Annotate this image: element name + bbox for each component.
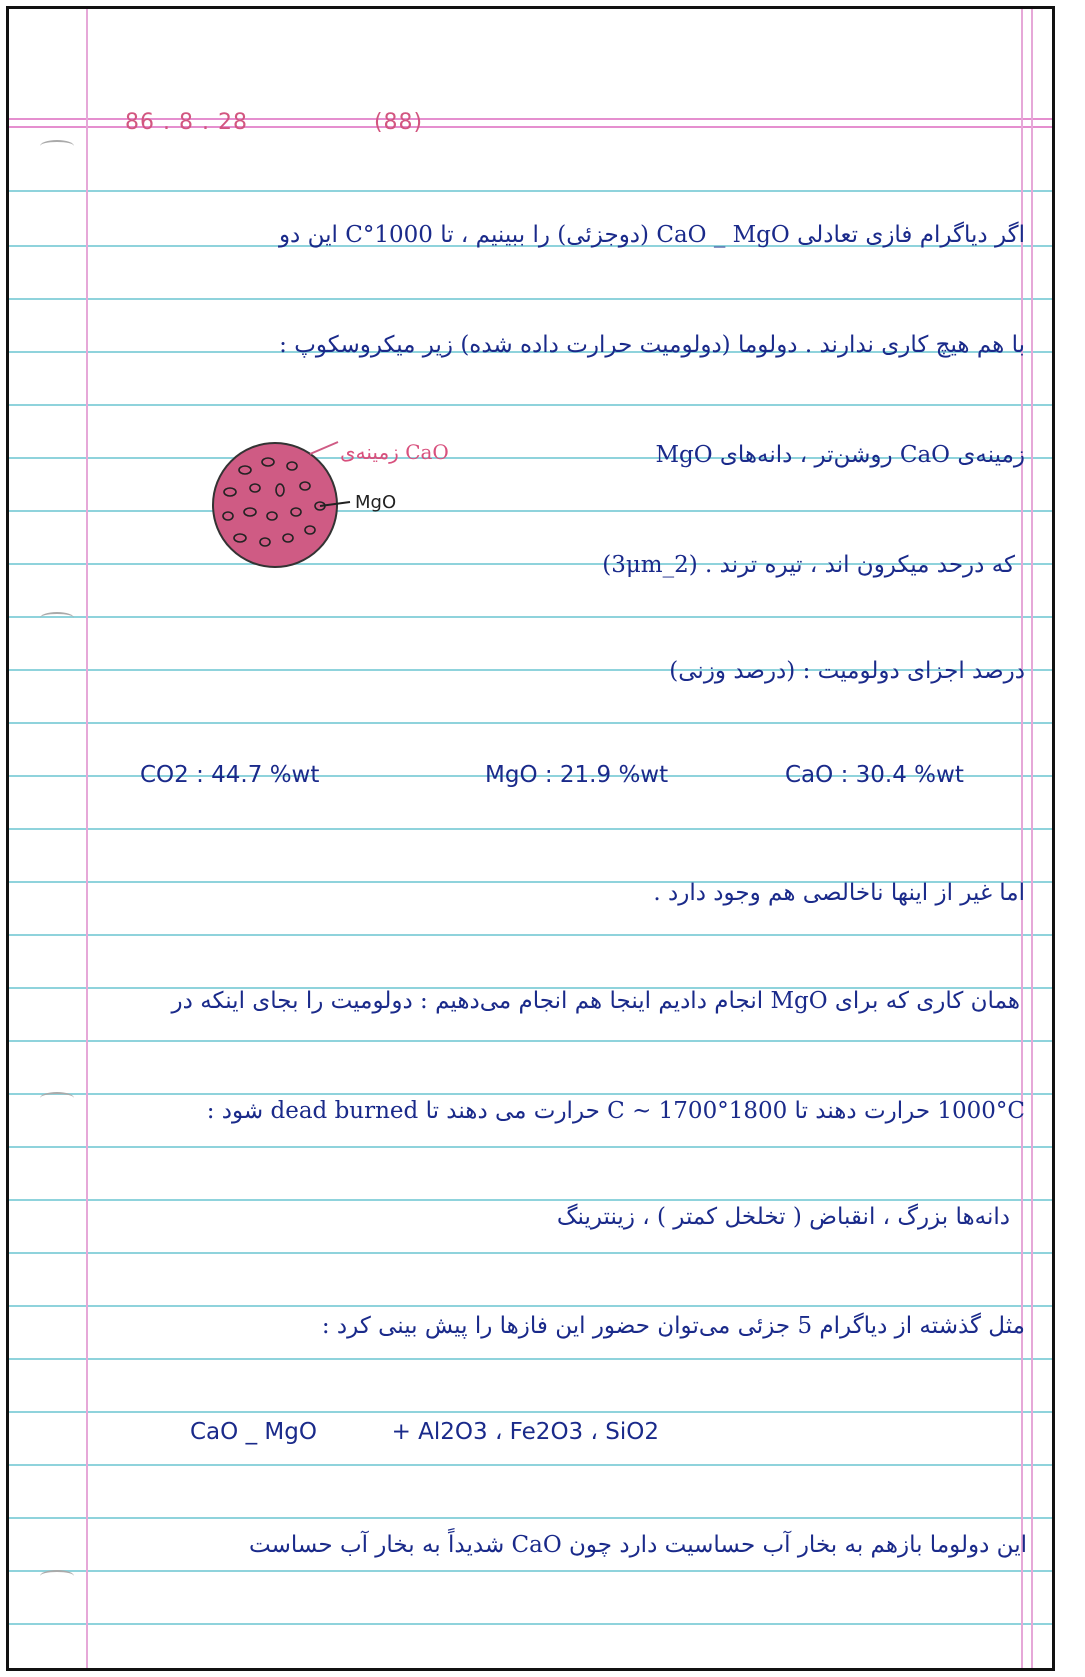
page-header [125, 110, 423, 135]
cao-pointer-line [310, 442, 338, 454]
formula-base: CaO _ MgO [190, 1419, 317, 1445]
margin-mark [40, 612, 74, 624]
composition-mgo: MgO : 21.9 %wt [485, 762, 669, 788]
text-line-8: همان کاری که برای MgO انجام دادیم اینجا هم انجام می‌دهیم : دولومیت را بجای اینکه در [171, 988, 1020, 1014]
text-line-2: با هم هیچ کاری ندارند . دولوما (دولومیت حرارت داده شده) زیر میکروسکوپ : [279, 332, 1025, 358]
text-line-9: 1000°C حرارت دهند تا 1800°C ~ 1700 حرارت می دهند تا dead burned شود : [206, 1098, 1025, 1124]
text-line-4: که درحد میکرون اند ، تیره ترند . (2_3μm) [602, 552, 1015, 578]
margin-mark [40, 1570, 74, 1582]
text-line-3: زمینه‌ی CaO روشن‌تر ، دانه‌های MgO [655, 442, 1025, 468]
composition-cao: CaO : 30.4 %wt [785, 762, 964, 788]
header-page-number: (88) [373, 110, 424, 135]
cao-matrix-caption: CaO زمینه‌ی [340, 440, 449, 464]
header-date: 86 . 8 . 28 [125, 110, 248, 135]
formula-line [190, 1419, 659, 1445]
mgo-label: MgO [355, 492, 397, 513]
margin-mark [40, 140, 74, 152]
text-line-11: مثل گذشته از دیاگرام 5 جزئی می‌توان حضور این فازها را پیش بینی کرد : [321, 1313, 1025, 1339]
margin-mark [40, 1092, 74, 1104]
text-line-5: درصد اجزای دولومیت : (درصد وزنی) [669, 658, 1025, 684]
text-line-10: دانه‌ها بزرگ ، انقباض ( تخلخل کمتر ) ، زینترینگ [556, 1204, 1010, 1230]
text-line-7: اما غیر از اینها ناخالصی هم وجود دارد . [653, 880, 1025, 906]
text-line-13: این دولوما بازهم به بخار آب حساسیت دارد چون CaO شدیداً به بخار آب حساست [249, 1532, 1027, 1558]
text-line-1: اگر دیاگرام فازی تعادلی CaO _ MgO (دوجزئی) را ببینیم ، تا 1000°C این دو [278, 222, 1025, 248]
cao-matrix-circle [213, 443, 337, 567]
formula-additions: + Al2O3 ، Fe2O3 ، SiO2 [391, 1419, 659, 1445]
composition-co2: CO2 : 44.7 %wt [140, 762, 320, 788]
